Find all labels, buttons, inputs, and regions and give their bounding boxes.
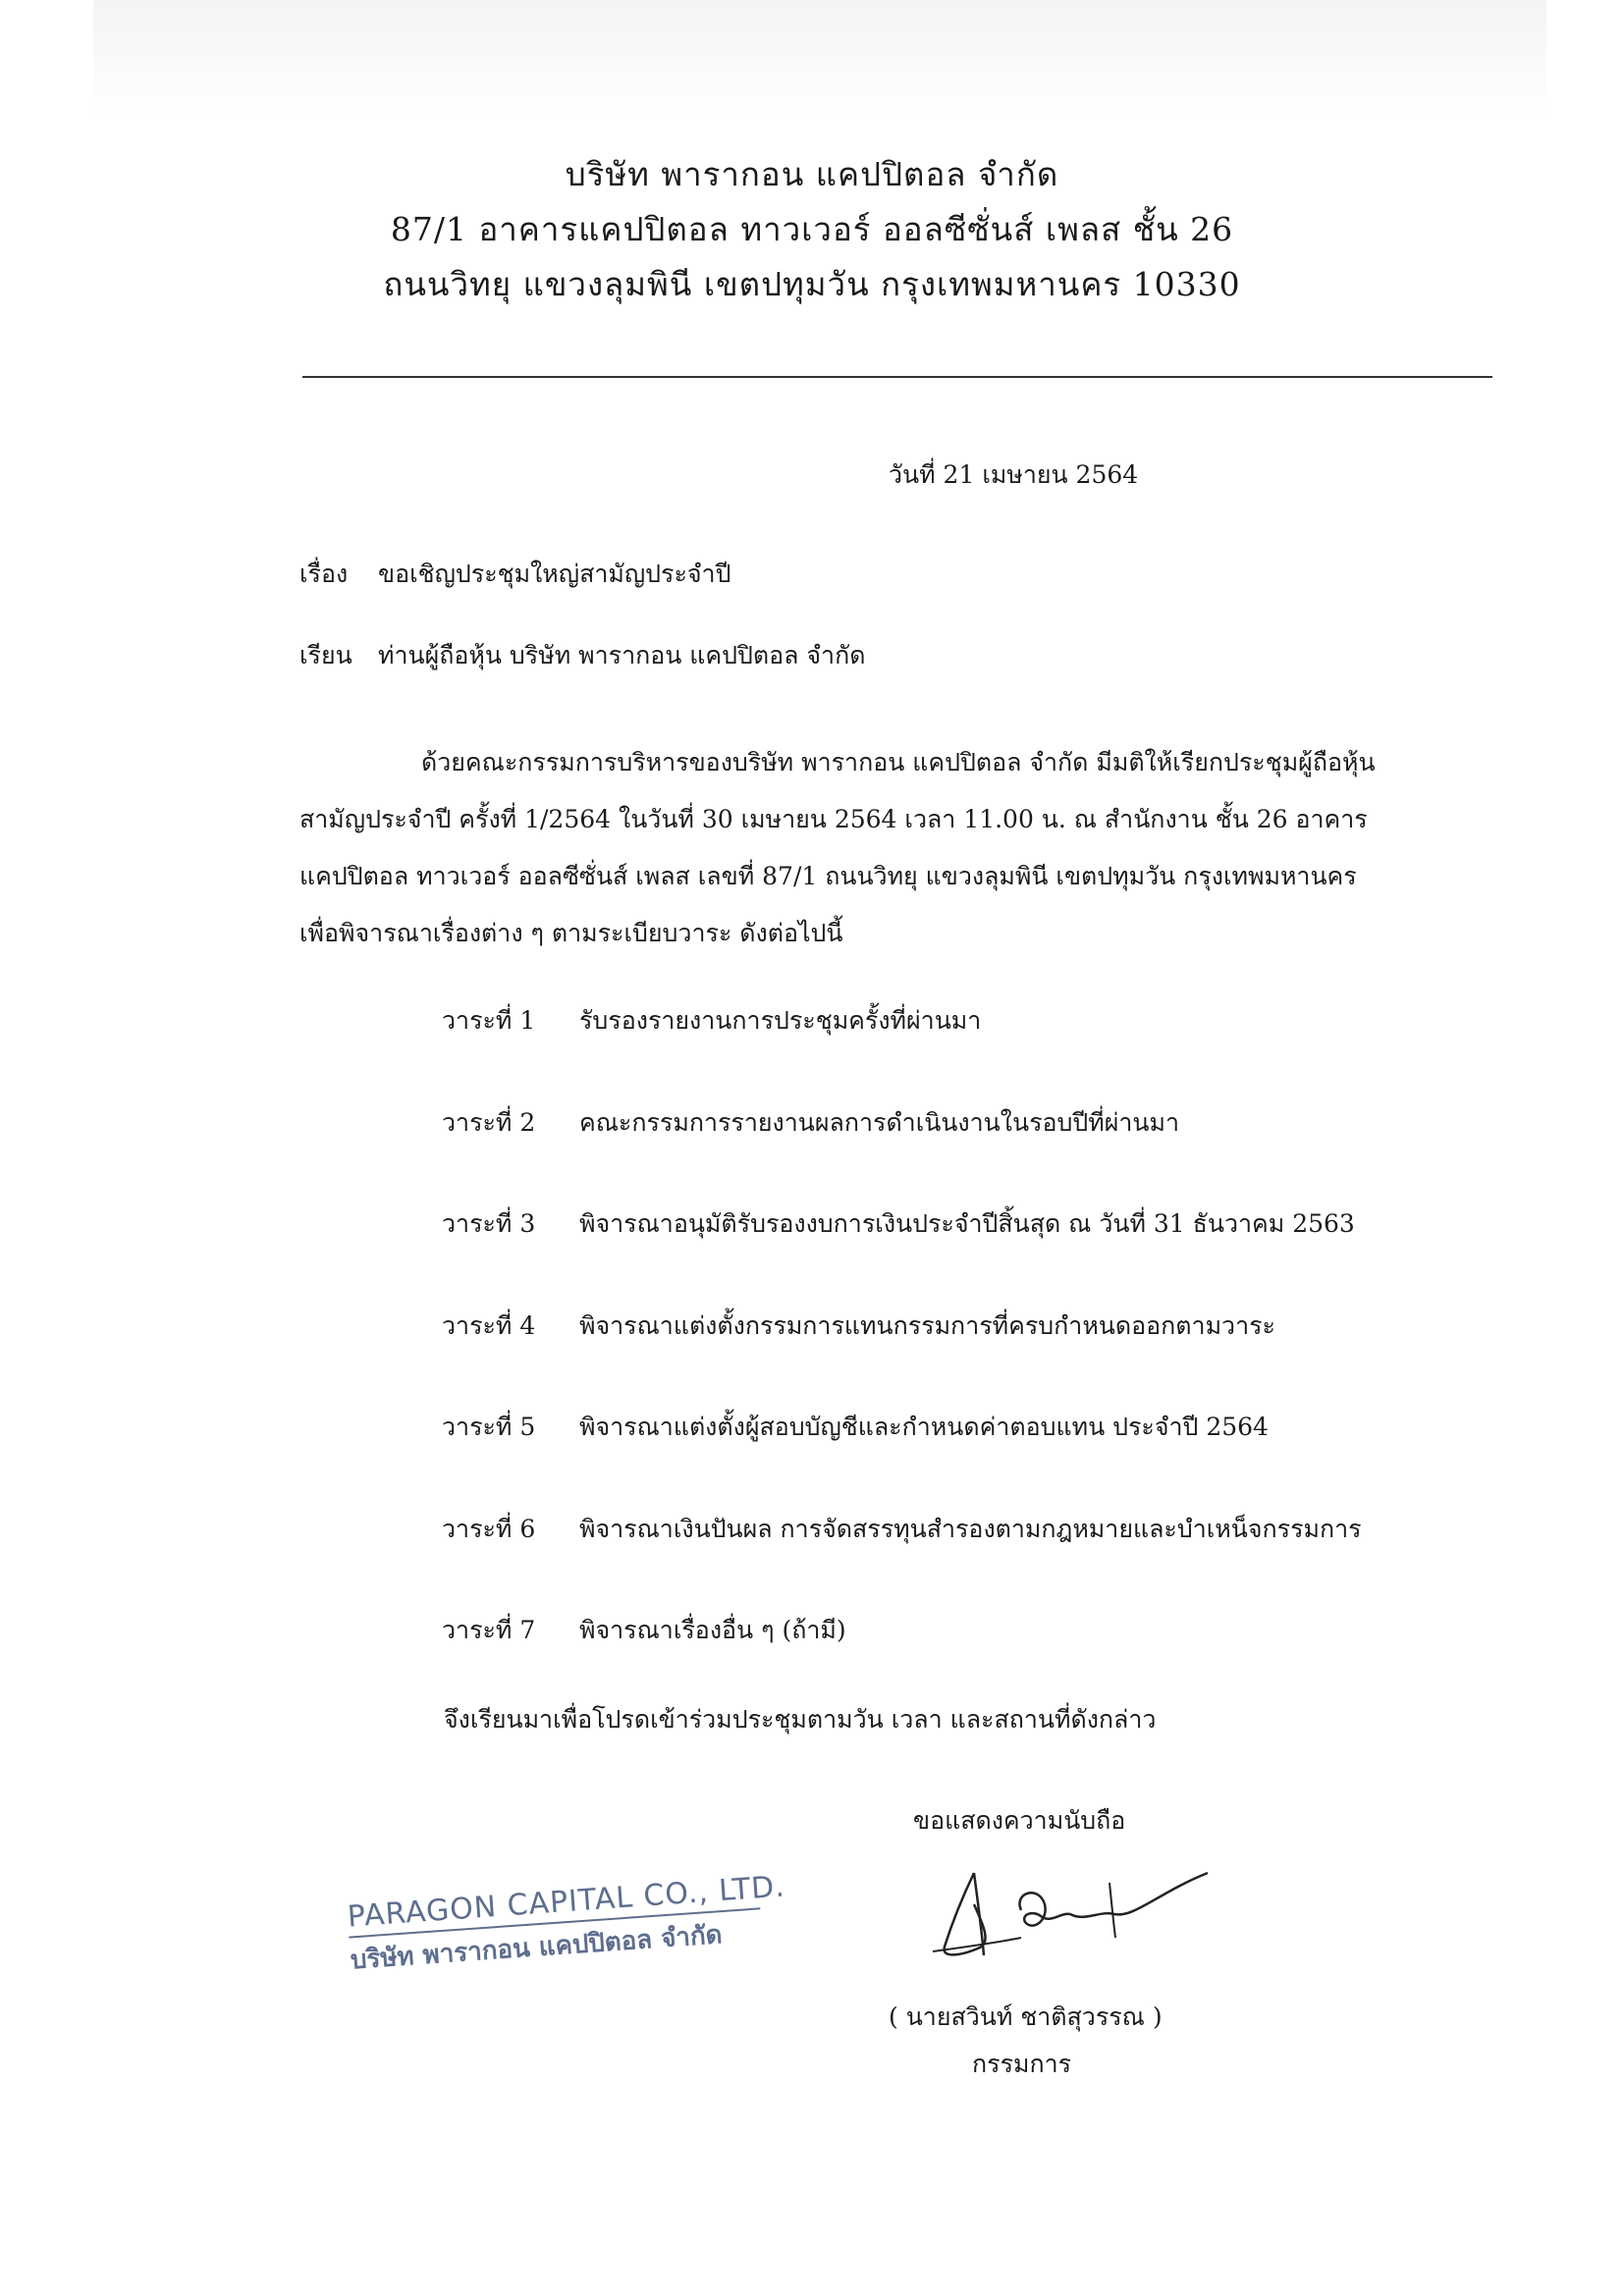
agenda-text: พิจารณาแต่งตั้งผู้สอบบัญชีและกำหนดค่าตอบแทน ประจำปี 2564 bbox=[579, 1413, 1269, 1441]
letterhead bbox=[0, 147, 1624, 312]
agenda-number: วาระที่ 3 bbox=[442, 1209, 536, 1238]
company-address-line-2: ถนนวิทยุ แขวงลุมพินี เขตปทุมวัน กรุงเทพมหานคร 10330 bbox=[383, 265, 1241, 303]
agenda-number: วาระที่ 7 bbox=[442, 1616, 536, 1644]
signature-image bbox=[923, 1853, 1237, 1971]
agenda-text: พิจารณาเงินปันผล การจัดสรรทุนสำรองตามกฎหมายและบำเหน็จกรรมการ bbox=[579, 1514, 1362, 1543]
signer-name: ( นายสวินท์ ชาติสุวรรณ ) bbox=[889, 2002, 1163, 2031]
agenda-item-2 bbox=[442, 1105, 1362, 1207]
agenda-item-3 bbox=[442, 1206, 1362, 1308]
body-line-1: ด้วยคณะกรรมการบริหารของบริษัท พารากอน แคปปิตอล จำกัด มีมติให้เรียกประชุมผู้ถือหุ้น bbox=[421, 748, 1376, 776]
agenda-item-5 bbox=[442, 1410, 1362, 1512]
agenda-text: พิจารณาเรื่องอื่น ๆ (ถ้ามี) bbox=[579, 1616, 846, 1644]
agenda-item-1 bbox=[442, 1003, 1362, 1105]
agenda-text: รับรองรายงานการประชุมครั้งที่ผ่านมา bbox=[579, 1006, 982, 1035]
subject-line bbox=[299, 558, 731, 591]
scan-shadow bbox=[93, 0, 1546, 118]
recipient-line bbox=[299, 639, 865, 672]
agenda-text: พิจารณาอนุมัติรับรองงบการเงินประจำปีสิ้นสุด ณ วันที่ 31 ธันวาคม 2563 bbox=[579, 1209, 1355, 1238]
stamp-english-name: PARAGON CAPITAL CO., LTD. bbox=[346, 1869, 786, 1935]
letterhead-divider bbox=[302, 376, 1492, 378]
closing-sentence: จึงเรียนมาเพื่อโปรดเข้าร่วมประชุมตามวัน เวลา และสถานที่ดังกล่าว bbox=[444, 1705, 1157, 1734]
recipient-label: เรียน bbox=[299, 641, 352, 669]
regards-text: ขอแสดงความนับถือ bbox=[913, 1806, 1126, 1835]
company-name: บริษัท พารากอน แคปปิตอล จำกัด bbox=[565, 155, 1059, 193]
body-line-2: สามัญประจำปี ครั้งที่ 1/2564 ในวันที่ 30 เมษายน 2564 เวลา 11.00 น. ณ สำนักงาน ชั้น 26 อาคาร bbox=[299, 805, 1368, 833]
stamp-thai-name: บริษัท พารากอน แคปปิตอล จำกัด bbox=[349, 1920, 724, 1976]
agenda-text: คณะกรรมการรายงานผลการดำเนินงานในรอบปีที่ผ่านมา bbox=[579, 1107, 1180, 1137]
agenda-number: วาระที่ 4 bbox=[442, 1310, 536, 1340]
subject-text: ขอเชิญประชุมใหญ่สามัญประจำปี bbox=[378, 560, 731, 588]
body-line-3: แคปปิตอล ทาวเวอร์ ออลซีซั่นส์ เพลส เลขที่ 87/1 ถนนวิทยุ แขวงลุมพินี เขตปทุมวัน กรุงเทพมหานคร bbox=[299, 862, 1357, 890]
agenda-item-7 bbox=[442, 1613, 1362, 1715]
subject-label: เรื่อง bbox=[299, 560, 349, 588]
recipient-text: ท่านผู้ถือหุ้น บริษัท พารากอน แคปปิตอล จำกัด bbox=[378, 641, 866, 669]
agenda-number: วาระที่ 2 bbox=[442, 1107, 536, 1137]
agenda-number: วาระที่ 5 bbox=[442, 1413, 536, 1441]
agenda-number: วาระที่ 6 bbox=[442, 1514, 536, 1543]
body-line-4: เพื่อพิจารณาเรื่องต่าง ๆ ตามระเบียบวาระ ดังต่อไปนี้ bbox=[299, 919, 843, 947]
body-paragraph bbox=[299, 734, 1419, 962]
agenda-item-4 bbox=[442, 1308, 1362, 1411]
agenda-text: พิจารณาแต่งตั้งกรรมการแทนกรรมการที่ครบกำหนดออกตามวาระ bbox=[579, 1310, 1275, 1340]
signer-position: กรรมการ bbox=[972, 2050, 1072, 2078]
company-stamp bbox=[347, 1870, 789, 1981]
company-address-line-1: 87/1 อาคารแคปปิตอล ทาวเวอร์ ออลซีซั่นส์ เพลส ชั้น 26 bbox=[390, 210, 1234, 248]
agenda-number: วาระที่ 1 bbox=[442, 1006, 536, 1035]
agenda-item-6 bbox=[442, 1512, 1362, 1614]
agenda-list bbox=[442, 1003, 1362, 1715]
letter-date: วันที่ 21 เมษายน 2564 bbox=[889, 460, 1139, 489]
